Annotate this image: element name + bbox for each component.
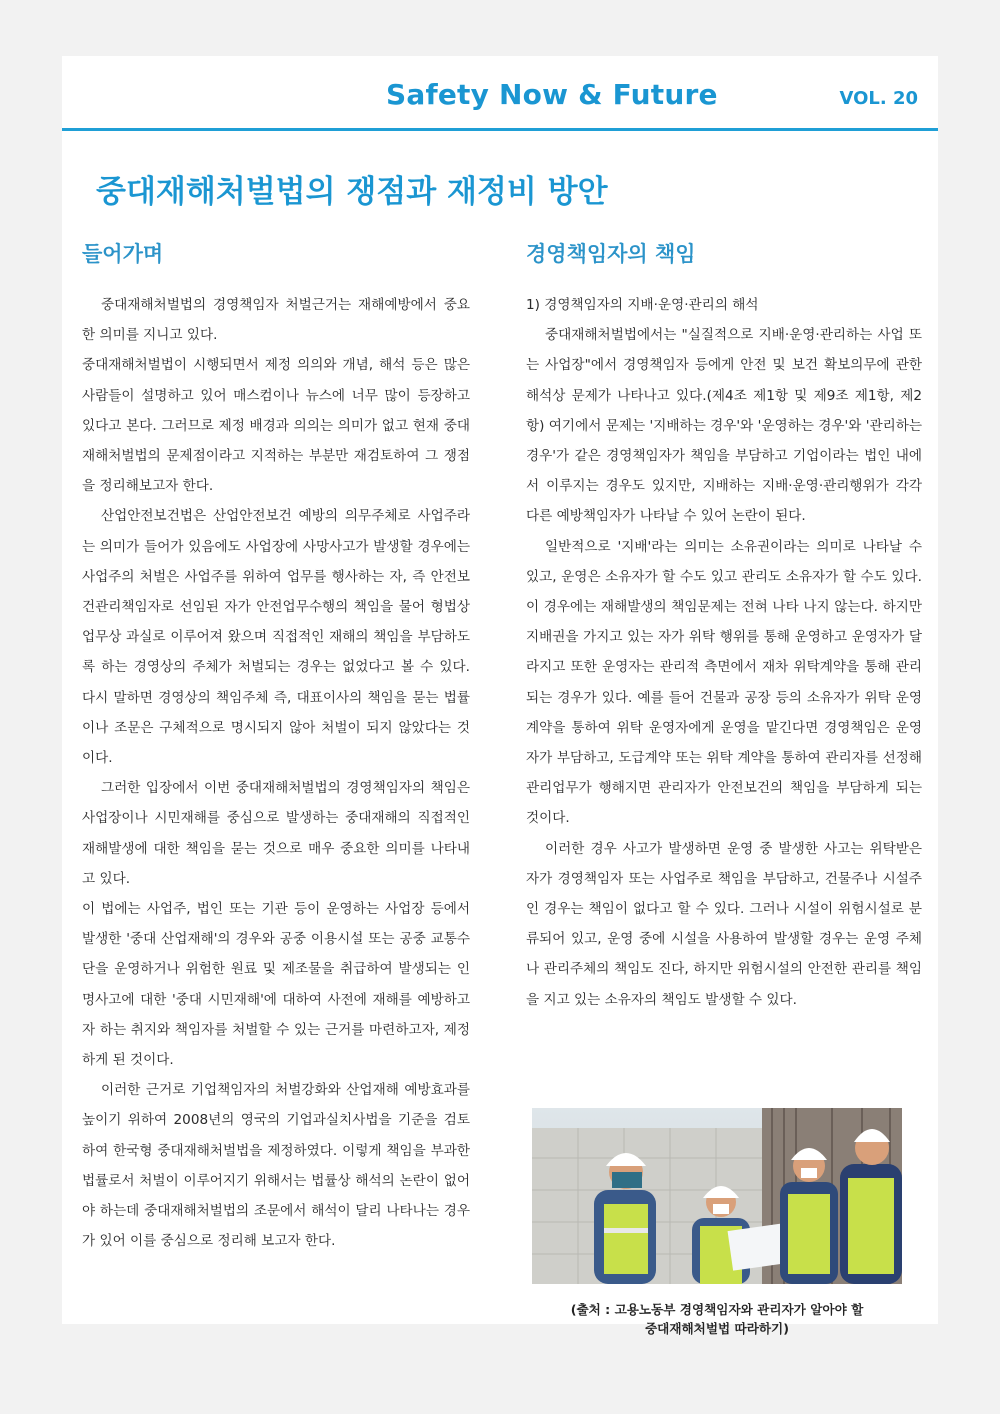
photo-caption (524, 1300, 910, 1338)
right-column (526, 238, 922, 1015)
caption-line: (출처 : 고용노동부 경영책임자와 관리자가 알아야 할 (570, 1302, 864, 1317)
article-title: 중대재해처벌법의 쟁점과 재정비 방안 (96, 174, 608, 210)
paragraph: 일반적으로 '지배'라는 의미는 소유권이라는 의미로 나타날 수 있고, 운영은 소유자가 할 수도 있고 관리도 소유자가 할 수도 있다. 이 경우에는 재해발생의 책임문제는 전혀 나타 나지 않는다. 하지만 지배권을 가지고 있는 자가 위탁 행위를 통해 운영하고 운영자가 달라지고 또한 운영자는 관리적 측면에서 재차 위탁계약을 통해 관리되는 경우가 있다. 예를 들어 건물과 공장 등의 소유자가 위탁 운영 계약을 통하여 위탁 운영자에게 운영을 맡긴다면 경영책임은 운영자가 부담하고, 도급계약 또는 위탁 계약을 통하여 관리자를 선정해 관리업무가 행해지면 관리자가 안전보건의 책임을 부담하게 되는 것이다. (526, 538, 922, 827)
section-heading-intro: 들어가며 (82, 242, 164, 266)
paragraph: 이러한 경우 사고가 발생하면 운영 중 발생한 사고는 위탁받은 자가 경영책임자 또는 사업주로 책임을 부담하고, 건물주나 시설주인 경우는 책임이 없다고 할 수 있다. 그러나 시설이 위험시설로 분류되어 있고, 운영 중에 시설을 사용하여 발생할 경우는 운영 주체나 관리주체의 책임도 진다, 하지만 위험시설의 안전한 관리를 책임을 지고 있는 소유자의 책임도 발생할 수 있다. (526, 840, 922, 1008)
paragraph: 산업안전보건법은 산업안전보건 예방의 의무주체로 사업주라는 의미가 들어가 있음에도 사업장에 사망사고가 발생할 경우에는 사업주의 처벌은 사업주를 위하여 업무를 행사하는 자, 즉 안전보건관리책임자로 선임된 자가 안전업무수행의 책임을 물어 형법상 업무상 과실로 이루어져 왔으며 직접적인 재해의 책임을 부담하도록 하는 경영상의 주체가 처벌되는 경우는 없었다고 볼 수 있다. 다시 말하면 경영상의 책임주체 즉, 대표이사의 책임을 묻는 법률이나 조문은 구체적으로 명시되지 않아 처벌이 되지 않았다는 것이다. (82, 508, 470, 767)
magazine-header (62, 56, 938, 131)
volume-number: VOL. 20 (839, 88, 918, 109)
construction-workers-photo (532, 1108, 902, 1284)
page (62, 56, 938, 1336)
paragraph: 이 법에는 사업주, 법인 또는 기관 등이 운영하는 사업장 등에서 발생한 '중대 산업재해'의 경우와 공중 이용시설 또는 공중 교통수단을 운영하거나 위험한 원료 및 제조물을 취급하여 발생되는 인명사고에 대한 '중대 시민재해'에 대하여 사전에 재해를 예방하고자 하는 취지와 책임자를 처벌할 수 있는 근거를 마련하고자, 제정하게 된 것이다. (82, 901, 470, 1069)
paragraph: 중대재해처벌법의 경영책임자 처벌근거는 재해예방에서 중요한 의미를 지니고 있다. (82, 297, 470, 344)
caption-line: 중대재해처벌법 따라하기) (645, 1321, 789, 1336)
subheading: 1) 경영책임자의 지배·운영·관리의 해석 (526, 297, 759, 313)
magazine-title: Safety Now & Future (386, 78, 718, 111)
left-column (82, 238, 470, 1257)
paragraph: 중대재해처벌법에서는 "실질적으로 지배·운영·관리하는 사업 또는 사업장"에서 경영책임자 등에게 안전 및 보건 확보의무에 관한 해석상 문제가 나타나고 있다.(제4조 제1항 및 제9조 제1항, 제2항) 여기에서 문제는 '지배하는 경우'와 '운영하는 경우'와 '관리하는 경우'가 같은 경영책임자가 책임을 부담하고 기업이라는 법인 내에서 이루지는 경우도 있지만, 지배하는 지배·운영·관리행위가 각각 다른 예방책임자가 나타날 수 있어 논란이 된다. (526, 327, 922, 525)
paragraph: 이러한 근거로 기업책임자의 처벌강화와 산업재해 예방효과를 높이기 위하여 2008년의 영국의 기업과실치사법을 기준을 검토하여 한국형 중대재해처벌법을 제정하였다. 이렇게 책임을 부과한 법률로서 처벌이 이루어지기 위해서는 법률상 해석의 논란이 없어야 하는데 중대재해처벌법의 조문에서 해석이 달리 나타나는 경우가 있어 이를 중심으로 정리해 보고자 한다. (82, 1082, 470, 1250)
section-heading-responsibility: 경영책임자의 책임 (526, 242, 696, 266)
paragraph: 중대재해처벌법이 시행되면서 제정 의의와 개념, 해석 등은 많은 사람들이 설명하고 있어 매스컴이나 뉴스에 너무 많이 등장하고 있다고 본다. 그러므로 제정 배경과 의의는 의미가 없고 현재 중대재해처벌법의 문제점이라고 지적하는 부분만 재검토하여 그 쟁점을 정리해보고자 한다. (82, 357, 470, 495)
paragraph: 그러한 입장에서 이번 중대재해처벌법의 경영책임자의 책임은 사업장이나 시민재해를 중심으로 발생하는 중대재해의 직접적인 재해발생에 대한 책임을 묻는 것으로 매우 중요한 의미를 나타내고 있다. (82, 780, 470, 887)
